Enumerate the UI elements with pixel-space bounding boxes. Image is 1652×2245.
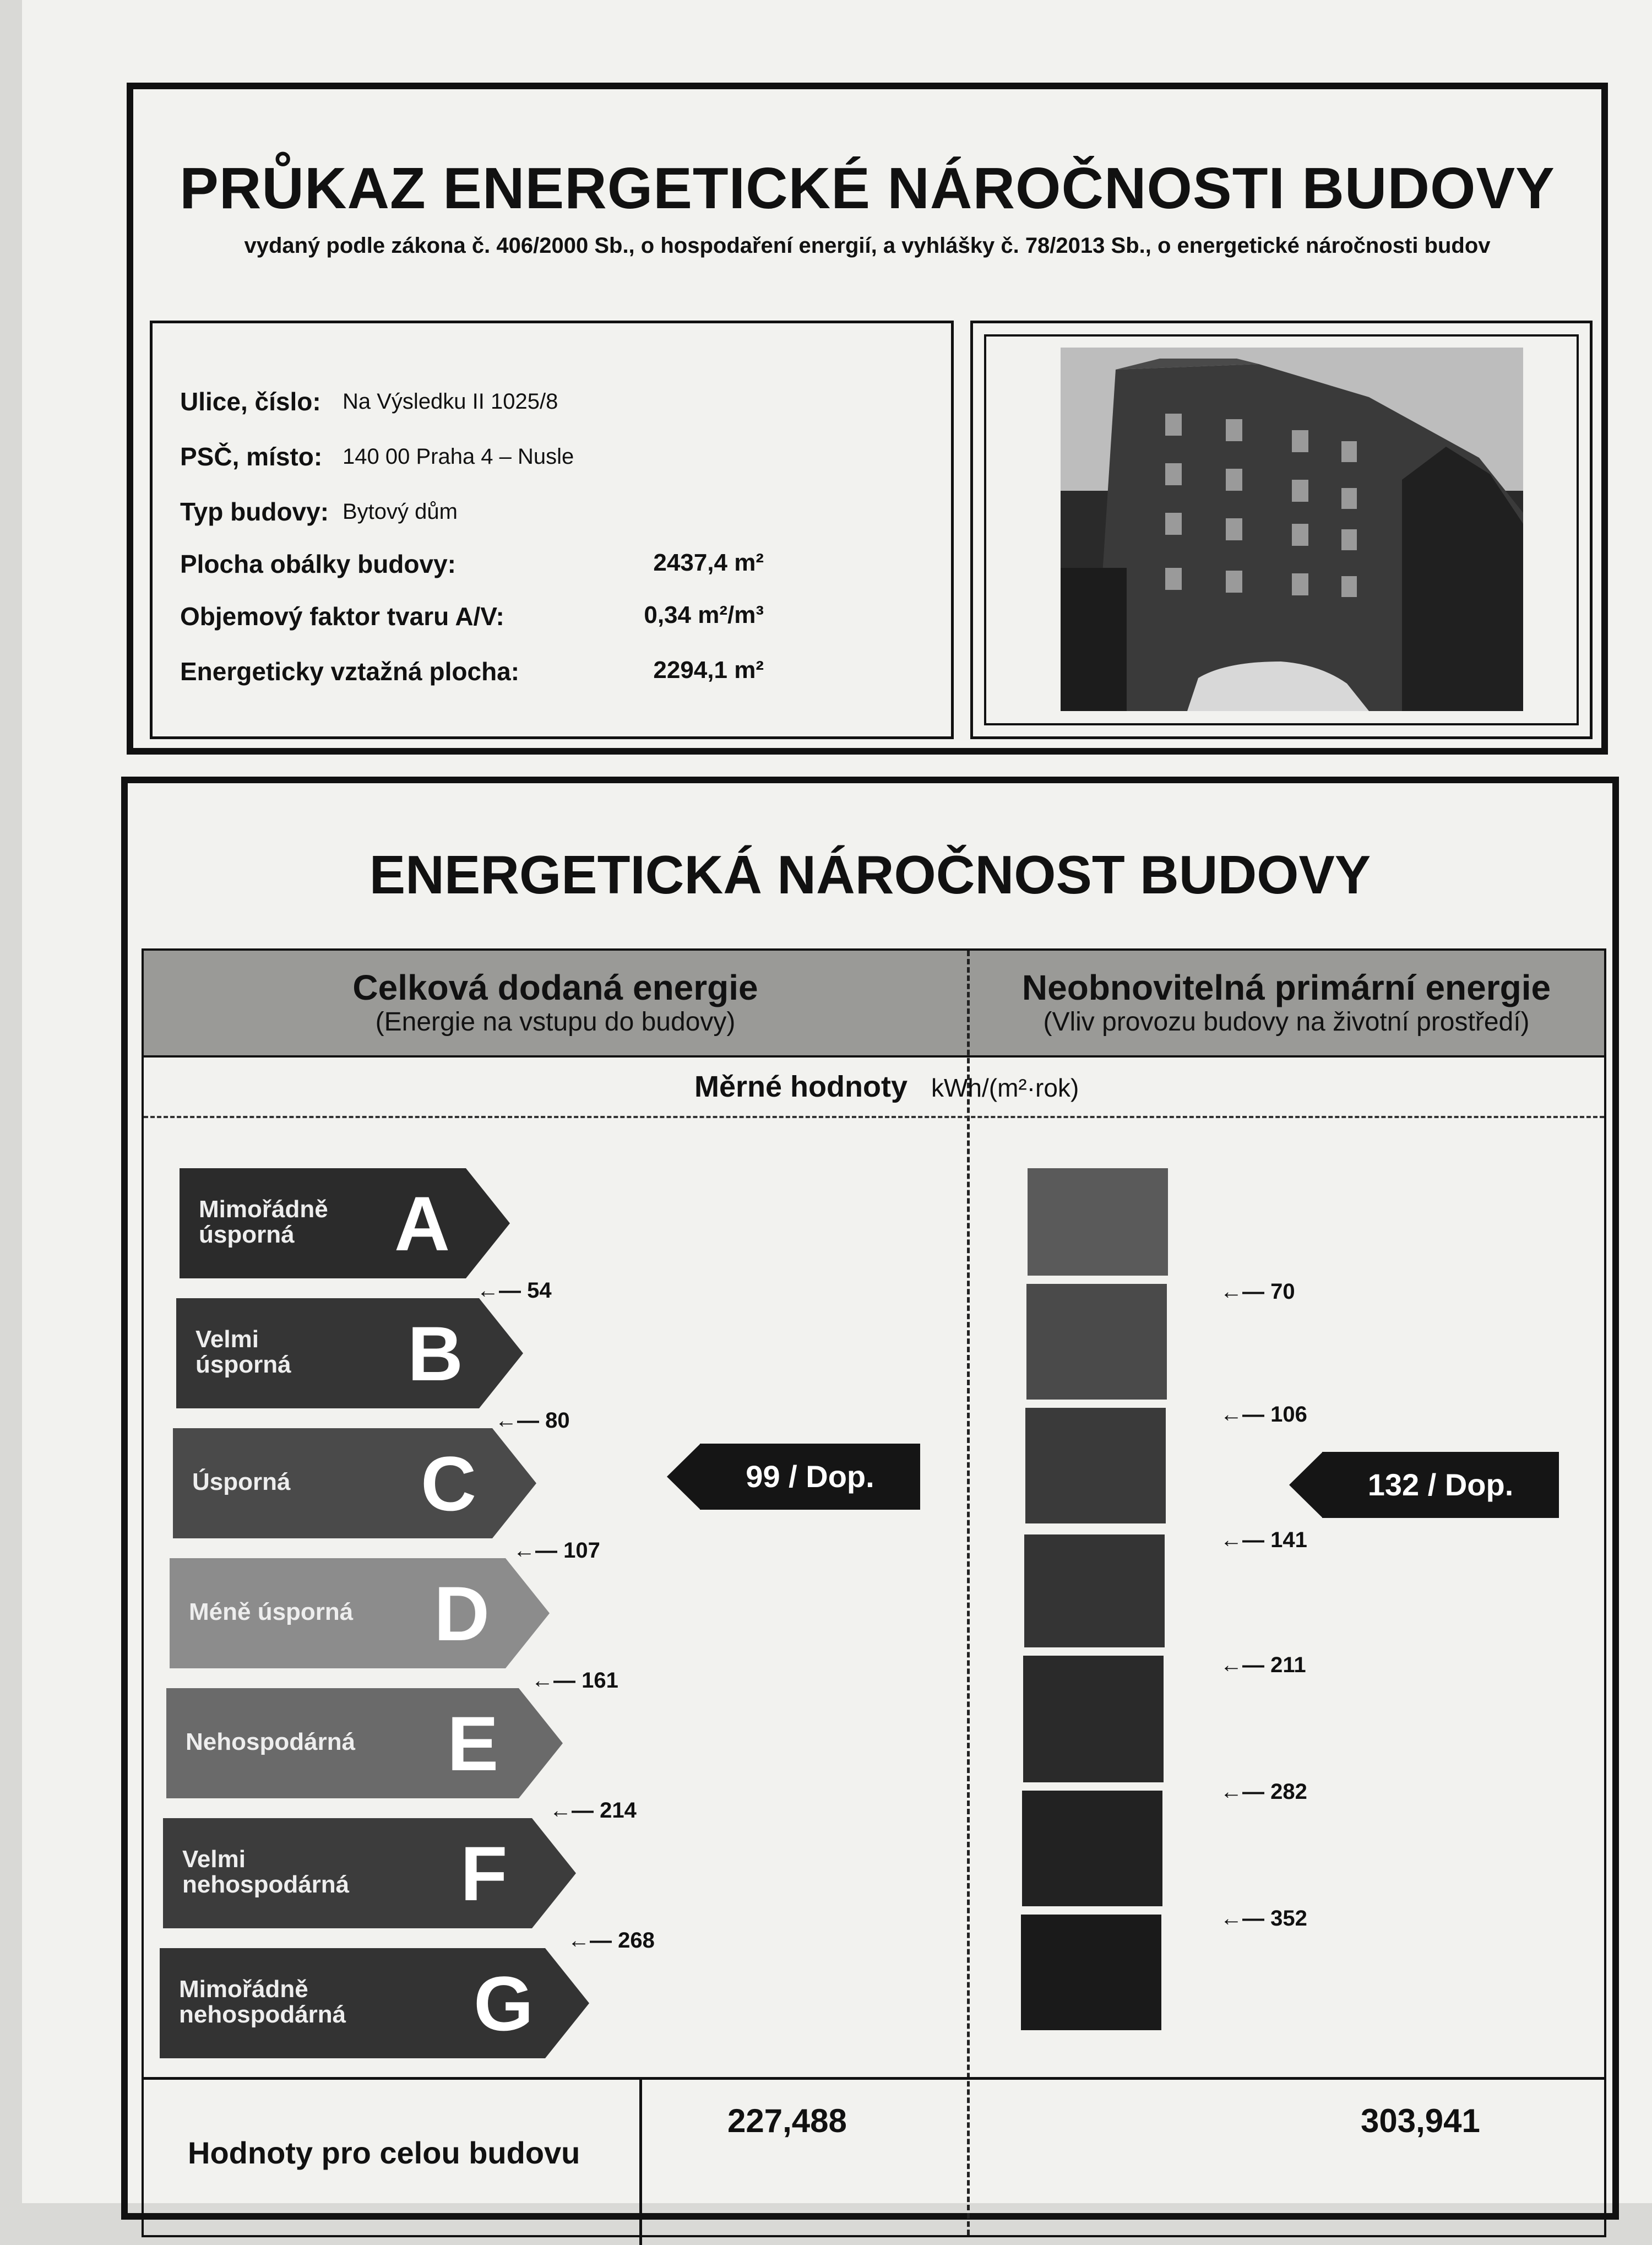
left-threshold-107: ←— 107	[513, 1538, 600, 1563]
right-threshold-70: ←— 70	[1220, 1279, 1295, 1304]
left-threshold-268: ←— 268	[568, 1928, 655, 1953]
class-name: Méně úsporná	[189, 1598, 354, 1625]
street-label: Ulice, číslo:	[180, 387, 321, 416]
primary-energy-bar-5	[1023, 1656, 1164, 1782]
primary-energy-bar-2	[1026, 1284, 1167, 1400]
class-letter: B	[407, 1310, 464, 1397]
class-letter: F	[460, 1830, 508, 1917]
totals-left-value: 227,488	[727, 2102, 847, 2139]
class-name: Mimořádně nehospodárná	[179, 1976, 346, 2028]
header-box	[127, 83, 1608, 755]
street-value: Na Výsledku II 1025/8	[343, 389, 558, 414]
class-letter: A	[394, 1180, 450, 1267]
right-threshold-211: ←— 211	[1220, 1653, 1306, 1677]
primary-energy-bar-1	[1028, 1168, 1168, 1276]
factor-value: 0,34 m²/m³	[644, 601, 764, 628]
class-name: Velmi úsporná	[195, 1326, 291, 1378]
area-value: 2294,1 m²	[653, 657, 764, 684]
class-arrow-c	[173, 1428, 536, 1538]
class-letter: C	[421, 1440, 477, 1527]
class-letter: E	[447, 1700, 499, 1787]
right-threshold-282: ←— 282	[1220, 1780, 1307, 1804]
envelope-value: 2437,4 m²	[653, 549, 764, 576]
building-photo-frame	[970, 321, 1593, 739]
type-label: Typ budovy:	[180, 497, 329, 526]
class-letter: D	[434, 1570, 490, 1657]
document-page	[22, 0, 1652, 2203]
unit-label: Měrné hodnoty	[694, 1070, 907, 1103]
left-threshold-54: ←— 54	[477, 1278, 552, 1303]
class-letter: G	[474, 1960, 534, 2047]
totals-divider	[639, 2080, 642, 2245]
primary-energy-bar-7	[1021, 1915, 1161, 2030]
right-header-title: Neobnovitelná primární energie	[1021, 968, 1551, 1007]
totals-label: Hodnoty pro celou budovu	[188, 2135, 580, 2170]
left-value-text: 99 / Dop.	[746, 1459, 874, 1494]
class-arrow-e	[166, 1688, 563, 1798]
right-header-subtitle: (Vliv provozu budovy na životní prostředí)	[1043, 1007, 1530, 1037]
left-tag-pointer	[667, 1444, 700, 1510]
class-arrow-f	[163, 1818, 576, 1928]
right-threshold-141: ←— 141	[1220, 1528, 1307, 1552]
class-arrow-a	[180, 1168, 510, 1278]
left-threshold-214: ←— 214	[550, 1798, 637, 1823]
factor-label: Objemový faktor tvaru A/V:	[180, 602, 504, 631]
unit-text: kWh/(m²·rok)	[931, 1073, 1079, 1102]
document-subtitle: vydaný podle zákona č. 406/2000 Sb., o hospodaření energií, a vyhlášky č. 78/2013 Sb., o energetické náročnosti budov	[244, 234, 1491, 258]
right-value-tag	[1322, 1452, 1559, 1518]
column-divider	[967, 951, 970, 2235]
left-header-title: Celková dodaná energie	[352, 968, 758, 1007]
photo-inner-border	[984, 334, 1579, 725]
area-label: Energeticky vztažná plocha:	[180, 657, 520, 686]
left-value-tag	[700, 1444, 920, 1510]
left-threshold-80: ←— 80	[495, 1408, 570, 1433]
energy-section	[121, 777, 1619, 2220]
building-info	[150, 321, 954, 739]
class-name: Úsporná	[192, 1468, 291, 1495]
right-threshold-352: ←— 352	[1220, 1906, 1307, 1931]
class-arrow-d	[170, 1558, 550, 1668]
type-value: Bytový dům	[343, 500, 458, 524]
document-title: PRŮKAZ ENERGETICKÉ NÁROČNOSTI BUDOVY	[180, 156, 1555, 221]
zip-value: 140 00 Praha 4 – Nusle	[343, 444, 574, 469]
envelope-label: Plocha obálky budovy:	[180, 550, 456, 578]
right-tag-pointer	[1289, 1452, 1323, 1518]
right-threshold-106: ←— 106	[1220, 1402, 1307, 1427]
building-photo	[1061, 348, 1523, 711]
primary-energy-bar-3	[1025, 1408, 1166, 1523]
left-header-subtitle: (Energie na vstupu do budovy)	[375, 1007, 736, 1037]
class-name: Velmi nehospodárná	[182, 1846, 350, 1898]
zip-label: PSČ, místo:	[180, 442, 323, 471]
totals-row	[144, 2077, 1604, 2245]
energy-section-title: ENERGETICKÁ NÁROČNOST BUDOVY	[369, 844, 1371, 905]
totals-right-value: 303,941	[1361, 2102, 1480, 2139]
table-header	[144, 951, 1604, 1058]
unit-row	[144, 1055, 1604, 1118]
class-arrow-b	[176, 1298, 523, 1408]
class-name: Nehospodárná	[186, 1728, 356, 1755]
left-threshold-161: ←— 161	[531, 1668, 618, 1693]
primary-energy-bar-4	[1024, 1534, 1165, 1647]
energy-table	[142, 948, 1606, 2237]
class-arrow-g	[160, 1948, 589, 2058]
right-value-text: 132 / Dop.	[1367, 1467, 1514, 1502]
class-name: Mimořádně úsporná	[199, 1196, 328, 1248]
primary-energy-bar-6	[1022, 1791, 1162, 1906]
